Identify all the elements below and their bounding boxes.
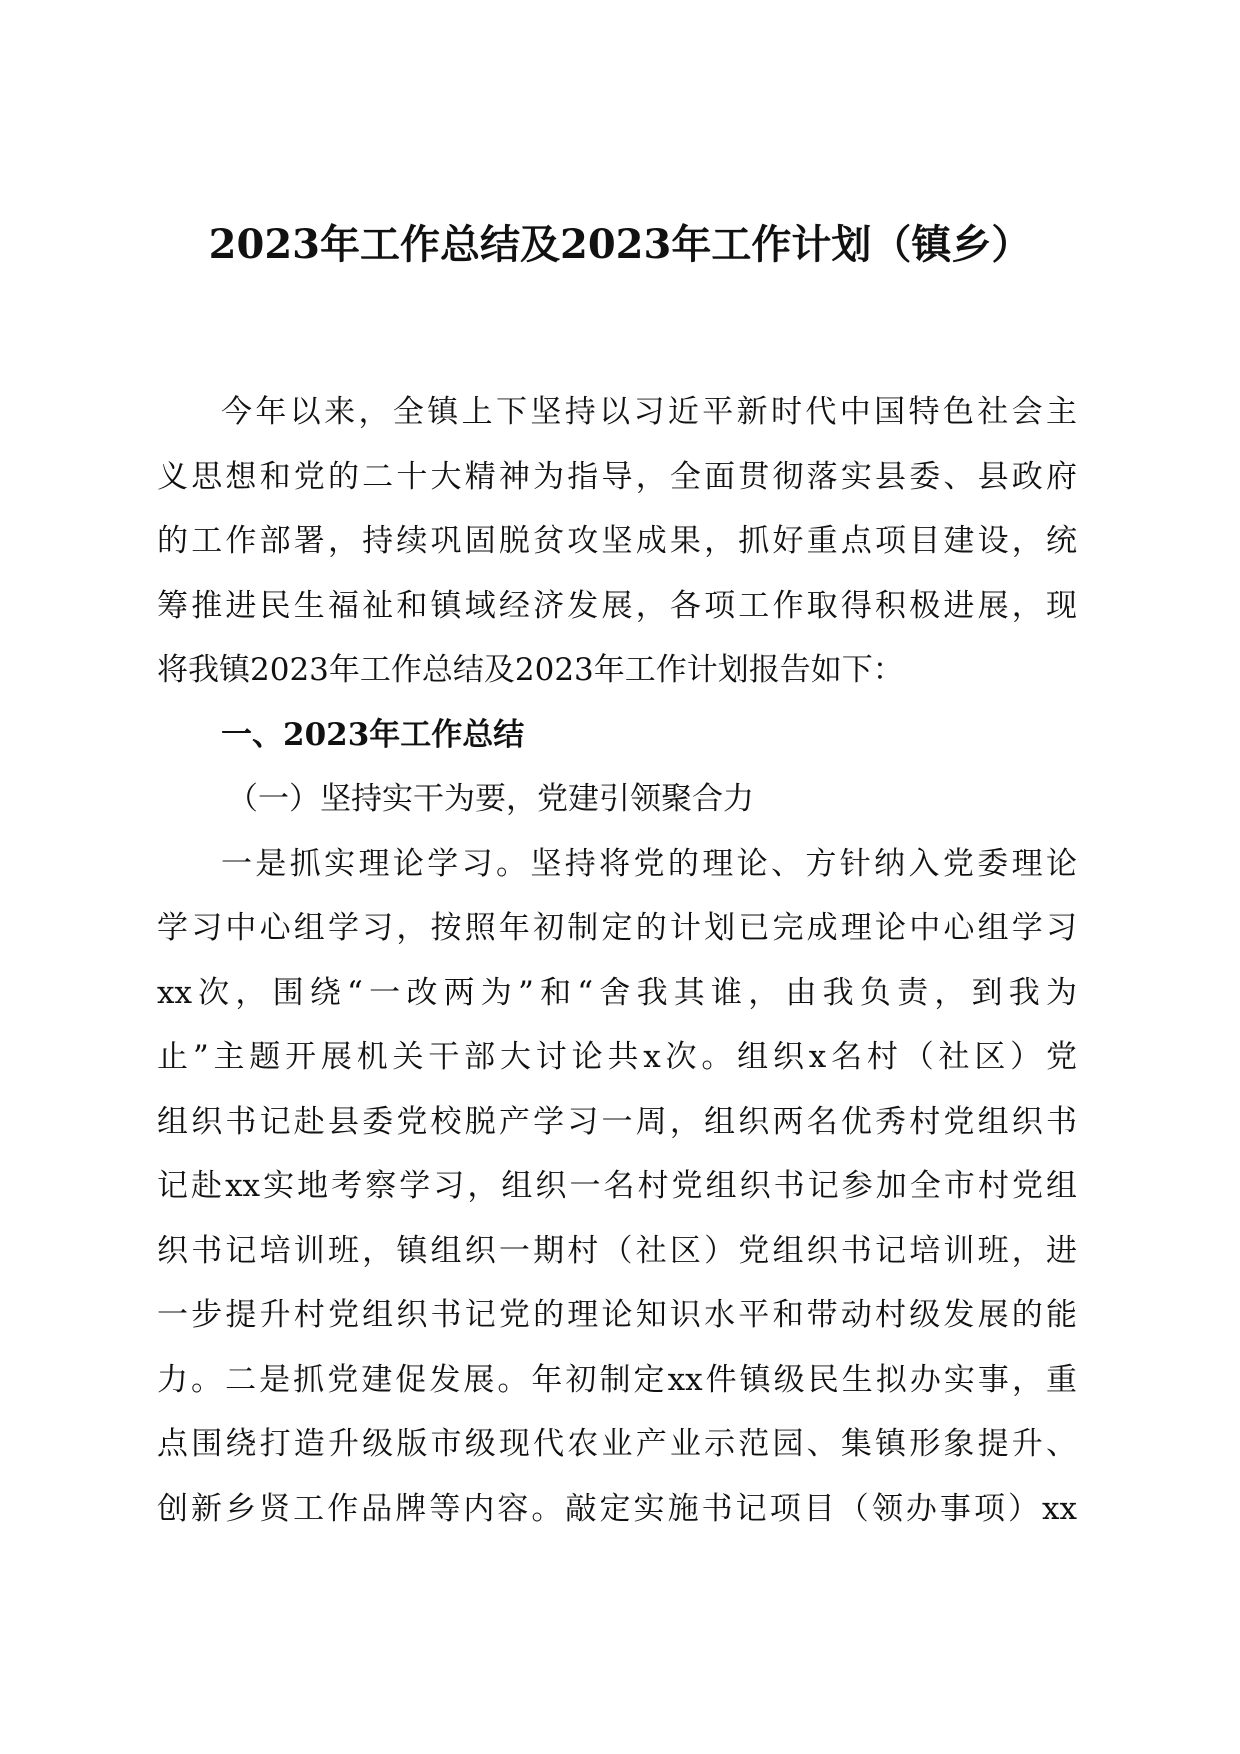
body-line: 力。二是抓党建促发展。年初制定xx件镇级民生拟办实事，重 [157, 1361, 1077, 1398]
document-body [157, 380, 1077, 1541]
document-title: 2023年工作总结及2023年工作计划（镇乡） [208, 221, 1032, 268]
body-line: 学习中心组学习，按照年初制定的计划已完成理论中心组学习 [157, 910, 1077, 946]
intro-line: 将我镇2023年工作总结及2023年工作计划报告如下： [157, 652, 904, 688]
subsection-heading: （一）坚持实干为要，党建引领聚合力 [227, 781, 754, 817]
intro-line: 义思想和党的二十大精神为指导，全面贯彻落实县委、县政府 [157, 458, 1077, 495]
body-line: 记赴xx实地考察学习，组织一名村党组织书记参加全市村党组 [157, 1168, 1077, 1204]
body-line: xx次，围绕“一改两为”和“舍我其谁，由我负责，到我为 [157, 974, 1077, 1011]
body-line: 创新乡贤工作品牌等内容。敲定实施书记项目（领办事项）xx [157, 1490, 1077, 1527]
body-line: 一是抓实理论学习。坚持将党的理论、方针纳入党委理论 [221, 845, 1077, 882]
body-line: 点围绕打造升级版市级现代农业产业示范园、集镇形象提升、 [157, 1426, 1077, 1462]
body-line: 组织书记赴县委党校脱产学习一周，组织两名优秀村党组织书 [157, 1103, 1077, 1140]
body-line: 一步提升村党组织书记党的理论知识水平和带动村级发展的能 [157, 1297, 1077, 1333]
intro-line: 的工作部署，持续巩固脱贫攻坚成果，抓好重点项目建设，统 [157, 523, 1077, 559]
intro-line: 筹推进民生福祉和镇域经济发展，各项工作取得积极进展，现 [157, 587, 1077, 624]
body-line: 织书记培训班，镇组织一期村（社区）党组织书记培训班，进 [157, 1232, 1077, 1269]
body-line: 止”主题开展机关干部大讨论共x次。组织x名村（社区）党 [157, 1039, 1077, 1075]
section-heading: 一、2023年工作总结 [221, 716, 525, 753]
intro-line: 今年以来，全镇上下坚持以习近平新时代中国特色社会主 [221, 394, 1077, 430]
